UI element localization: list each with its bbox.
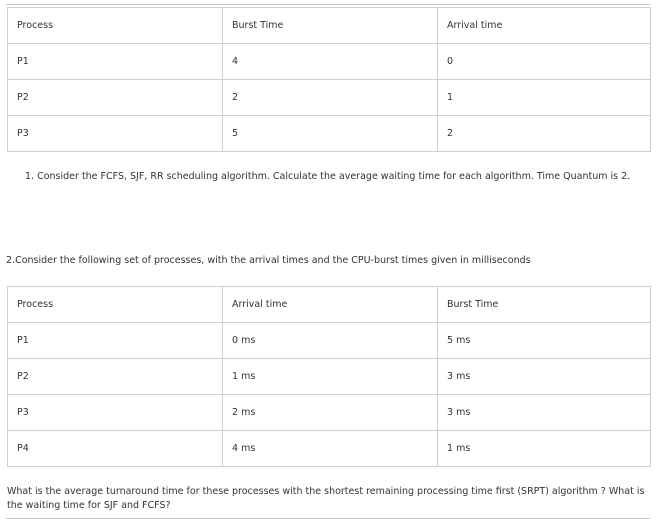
- table-cell: P2: [8, 80, 223, 116]
- table-cell: 4: [223, 44, 438, 80]
- table-cell: P2: [8, 359, 223, 395]
- header-cell: Burst Time: [438, 287, 651, 323]
- table-cell: P4: [8, 431, 223, 467]
- table-cell: 0: [438, 44, 651, 80]
- table-row: [8, 395, 651, 431]
- table-cell: 5 ms: [438, 323, 651, 359]
- table-header-row: [8, 287, 651, 323]
- table-row: [8, 80, 651, 116]
- table-cell: 2: [223, 80, 438, 116]
- question-1-text: 1. Consider the FCFS, SJF, RR scheduling algorithm. Calculate the average waiting time for each algorithm. Time Quantum is 2.: [25, 171, 631, 182]
- header-cell: Burst Time: [223, 8, 438, 44]
- table-cell: 5: [223, 116, 438, 152]
- table-row: [8, 359, 651, 395]
- process-table-2: [7, 286, 651, 467]
- table-cell: 1 ms: [438, 431, 651, 467]
- header-cell: Process: [8, 287, 223, 323]
- table-cell: 4 ms: [223, 431, 438, 467]
- table-row: [8, 323, 651, 359]
- table-cell: 3 ms: [438, 359, 651, 395]
- question-3-text: What is the average turnaround time for these processes with the shortest remaining processing time first (SRPT) algorithm ? What is the waiting time for SJF and FCFS?: [7, 486, 645, 511]
- table-header-row: [8, 8, 651, 44]
- table-cell: 3 ms: [438, 395, 651, 431]
- table-cell: P1: [8, 323, 223, 359]
- table-cell: 1 ms: [223, 359, 438, 395]
- top-divider: [6, 4, 650, 5]
- table-cell: 2 ms: [223, 395, 438, 431]
- header-cell: Process: [8, 8, 223, 44]
- table-cell: 1: [438, 80, 651, 116]
- table-cell: P3: [8, 116, 223, 152]
- question-2-intro-text: 2.Consider the following set of processes, with the arrival times and the CPU-burst times given in milliseconds: [6, 255, 531, 266]
- header-cell: Arrival time: [223, 287, 438, 323]
- table-cell: 2: [438, 116, 651, 152]
- table-row: [8, 431, 651, 467]
- table-cell: P1: [8, 44, 223, 80]
- process-table-1: [7, 7, 651, 152]
- header-cell: Arrival time: [438, 8, 651, 44]
- table-cell: P3: [8, 395, 223, 431]
- table-cell: 0 ms: [223, 323, 438, 359]
- table-row: [8, 44, 651, 80]
- bottom-divider: [6, 518, 650, 519]
- table-row: [8, 116, 651, 152]
